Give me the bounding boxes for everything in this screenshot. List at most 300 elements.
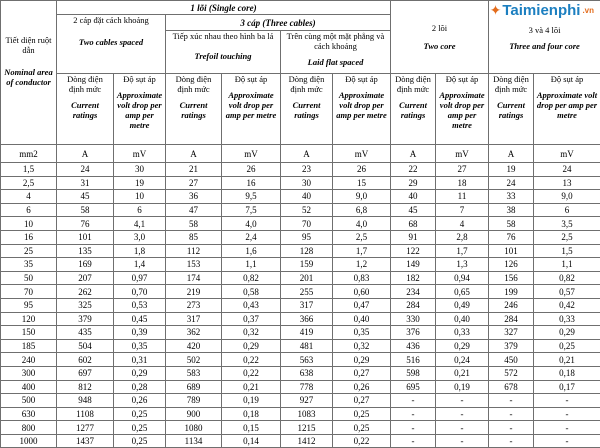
value-cell: 207 [57,271,114,285]
value-cell: 112 [166,244,222,258]
value-cell: 149 [391,258,436,272]
logo-text: Taimienphi [502,2,580,19]
value-cell: 376 [391,326,436,340]
value-cell: 0,18 [534,366,600,380]
subheader-en: Current ratings [393,100,433,120]
value-cell: 0,25 [114,421,166,435]
two-core-header-vi: 2 lõi [393,23,486,33]
value-cell: 0,40 [436,312,489,326]
value-cell: 327 [489,326,534,340]
value-cell: 1,8 [114,244,166,258]
conductor-area-cell: 95 [1,298,57,312]
unit-cell: A [57,145,114,163]
value-cell: 638 [281,366,333,380]
value-cell: 0,18 [222,407,281,421]
value-cell: 0,25 [333,421,391,435]
value-cell: 16 [222,176,281,190]
site-logo [490,2,594,19]
value-cell: 504 [57,339,114,353]
value-cell: 0,49 [436,298,489,312]
value-cell: 0,35 [333,326,391,340]
value-cell: 0,70 [114,285,166,299]
conductor-area-cell: 70 [1,285,57,299]
laid-flat-volt-drop-header [333,74,391,145]
value-cell: 419 [281,326,333,340]
conductor-area-header-en: Nominal area of conductor [3,67,54,87]
value-cell: 24 [534,163,600,177]
value-cell: 1,6 [222,244,281,258]
value-cell: 1,1 [534,258,600,272]
value-cell: - [489,434,534,448]
two-core-volt-drop-header [436,74,489,145]
value-cell: 2,4 [222,230,281,244]
value-cell: 0,32 [222,326,281,340]
value-cell: 58 [489,217,534,231]
table-row [1,353,600,367]
value-cell: 85 [166,230,222,244]
conductor-area-cell: 500 [1,394,57,408]
value-cell: 0,29 [222,339,281,353]
value-cell: 325 [57,298,114,312]
laid-flat-header [281,31,391,74]
value-cell: 1437 [57,434,114,448]
value-cell: 153 [166,258,222,272]
value-cell: 169 [57,258,114,272]
value-cell: 379 [489,339,534,353]
value-cell: 0,19 [436,380,489,394]
value-cell: 0,21 [436,366,489,380]
value-cell: 26 [222,163,281,177]
value-cell: 563 [281,353,333,367]
laid-flat-header-en: Laid flat spaced [283,57,388,67]
value-cell: 0,25 [333,407,391,421]
value-cell: 0,29 [534,326,600,340]
value-cell: 27 [166,176,222,190]
value-cell: - [436,434,489,448]
value-cell: 362 [166,326,222,340]
t-logo-icon: ✦ [490,2,502,19]
trefoil-volt-drop-header [222,74,281,145]
value-cell: 0,47 [333,298,391,312]
value-cell: 101 [489,244,534,258]
value-cell: 27 [436,163,489,177]
value-cell: 1,2 [333,258,391,272]
unit-cell: A [166,145,222,163]
value-cell: 273 [166,298,222,312]
value-cell: 948 [57,394,114,408]
value-cell: 778 [281,380,333,394]
subheader-en: Current ratings [283,100,330,120]
value-cell: 6 [114,203,166,217]
value-cell: 0,31 [114,353,166,367]
value-cell: 47 [166,203,222,217]
value-cell: 0,25 [114,407,166,421]
value-cell: 23 [281,163,333,177]
value-cell: 11 [436,190,489,204]
value-cell: 0,94 [436,271,489,285]
value-cell: 0,25 [114,434,166,448]
table-row [1,394,600,408]
value-cell: 0,22 [222,353,281,367]
three-cables-header-label: 3 cáp (Three cables) [240,18,315,28]
subheader-vi: Dòng điện định mức [168,74,219,94]
value-cell: 29 [391,176,436,190]
value-cell: 13 [534,176,600,190]
conductor-area-cell: 150 [1,326,57,340]
value-cell: 0,37 [222,312,281,326]
value-cell: - [534,394,600,408]
value-cell: 4,0 [222,217,281,231]
value-cell: 0,40 [333,312,391,326]
table-row [1,230,600,244]
table-row [1,380,600,394]
unit-cell: mV [333,145,391,163]
unit-cell: mm2 [1,145,57,163]
value-cell: 0,22 [333,434,391,448]
value-cell: 3,5 [534,217,600,231]
value-cell: 1,4 [114,258,166,272]
conductor-area-cell: 10 [1,217,57,231]
table-row [1,285,600,299]
value-cell: 1080 [166,421,222,435]
value-cell: 0,26 [333,380,391,394]
value-cell: 2,8 [436,230,489,244]
subheader-vi: Độ sụt áp [438,74,486,84]
value-cell: 598 [391,366,436,380]
trefoil-header [166,31,281,74]
value-cell: 516 [391,353,436,367]
value-cell: 0,21 [222,380,281,394]
unit-cell: mV [534,145,600,163]
value-cell: 0,22 [222,366,281,380]
conductor-area-cell: 50 [1,271,57,285]
value-cell: 812 [57,380,114,394]
table-row [1,434,600,448]
conductor-area-cell: 1000 [1,434,57,448]
value-cell: 317 [166,312,222,326]
value-cell: - [489,421,534,435]
value-cell: - [534,421,600,435]
table-row [1,190,600,204]
conductor-area-cell: 6 [1,203,57,217]
value-cell: - [391,394,436,408]
unit-cell: A [489,145,534,163]
table-row [1,217,600,231]
two-cables-spaced-en: Two cables spaced [59,37,163,47]
three-four-core-header-en: Three and four core [491,41,598,51]
value-cell: 9,0 [534,190,600,204]
subheader-vi: Độ sụt áp [536,74,598,84]
value-cell: 1277 [57,421,114,435]
value-cell: 33 [489,190,534,204]
conductor-area-cell: 35 [1,258,57,272]
table-row [1,366,600,380]
value-cell: 95 [281,230,333,244]
value-cell: 76 [489,230,534,244]
value-cell: 2,5 [534,230,600,244]
value-cell: 284 [489,312,534,326]
two-core-header [391,1,489,74]
unit-cell: mV [114,145,166,163]
two-cables-spaced-header [57,15,166,74]
value-cell: 30 [281,176,333,190]
value-cell: 420 [166,339,222,353]
two-cables-spaced-vi: 2 cáp đặt cách khoảng [59,15,163,25]
value-cell: 0,82 [534,271,600,285]
value-cell: 26 [333,163,391,177]
value-cell: 2,5 [333,230,391,244]
value-cell: 678 [489,380,534,394]
unit-cell: A [281,145,333,163]
conductor-area-cell: 2,5 [1,176,57,190]
value-cell: 182 [391,271,436,285]
value-cell: 0,29 [114,366,166,380]
table-row [1,339,600,353]
value-cell: 0,28 [114,380,166,394]
value-cell: 24 [489,176,534,190]
unit-cell: mV [222,145,281,163]
laid-flat-current-rating-header [281,74,333,145]
table-row [1,407,600,421]
value-cell: 58 [57,203,114,217]
conductor-area-cell: 400 [1,380,57,394]
value-cell: 128 [281,244,333,258]
conductor-area-cell: 16 [1,230,57,244]
two-cables-volt-drop-header [114,74,166,145]
table-row [1,244,600,258]
value-cell: - [489,407,534,421]
value-cell: 24 [57,163,114,177]
subheader-en: Approximate volt drop per amp per metre [438,90,486,130]
value-cell: 1108 [57,407,114,421]
value-cell: 0,14 [222,434,281,448]
two-cables-current-rating-header [57,74,114,145]
table-row [1,176,600,190]
value-cell: 6 [534,203,600,217]
value-cell: 0,58 [222,285,281,299]
trefoil-header-vi: Tiếp xúc nhau theo hình ba lá [168,31,278,41]
value-cell: 0,27 [333,394,391,408]
table-row [1,298,600,312]
value-cell: 481 [281,339,333,353]
value-cell: 572 [489,366,534,380]
value-cell: 583 [166,366,222,380]
value-cell: 159 [281,258,333,272]
table-row [1,326,600,340]
value-cell: 45 [57,190,114,204]
value-cell: 379 [57,312,114,326]
value-cell: 435 [57,326,114,340]
single-core-header [57,1,391,15]
value-cell: 1,7 [436,244,489,258]
value-cell: 927 [281,394,333,408]
conductor-area-cell: 800 [1,421,57,435]
value-cell: - [534,434,600,448]
value-cell: 0,65 [436,285,489,299]
value-cell: 70 [281,217,333,231]
value-cell: 436 [391,339,436,353]
table-row [1,271,600,285]
value-cell: 126 [489,258,534,272]
conductor-area-cell: 25 [1,244,57,258]
trefoil-header-en: Trefoil touching [168,51,278,61]
value-cell: 22 [391,163,436,177]
value-cell: - [436,407,489,421]
single-core-header-label: 1 lõi (Single core) [190,3,256,13]
subheader-vi: Độ sụt áp [116,74,163,84]
value-cell: 0,26 [114,394,166,408]
value-cell: 15 [333,176,391,190]
value-cell: 1134 [166,434,222,448]
value-cell: 9,5 [222,190,281,204]
value-cell: 7,5 [222,203,281,217]
value-cell: 695 [391,380,436,394]
conductor-area-cell: 185 [1,339,57,353]
value-cell: 4,0 [333,217,391,231]
value-cell: 156 [489,271,534,285]
value-cell: 0,35 [114,339,166,353]
value-cell: 68 [391,217,436,231]
value-cell: 31 [57,176,114,190]
value-cell: 1,7 [333,244,391,258]
value-cell: 330 [391,312,436,326]
value-cell: - [534,407,600,421]
value-cell: 19 [489,163,534,177]
subheader-en: Approximate volt drop per amp per metre [116,90,163,130]
conductor-area-cell: 300 [1,366,57,380]
three-four-core-volt-drop-header [534,74,600,145]
subheader-vi: Dòng điện định mức [491,74,531,94]
value-cell: 0,24 [436,353,489,367]
value-cell: 201 [281,271,333,285]
value-cell: 18 [436,176,489,190]
conductor-area-cell: 240 [1,353,57,367]
value-cell: 0,25 [534,339,600,353]
value-cell: 122 [391,244,436,258]
value-cell: 689 [166,380,222,394]
value-cell: 101 [57,230,114,244]
value-cell: 284 [391,298,436,312]
value-cell: 900 [166,407,222,421]
value-cell: 4,1 [114,217,166,231]
value-cell: 0,29 [333,353,391,367]
value-cell: 76 [57,217,114,231]
value-cell: 0,57 [534,285,600,299]
two-core-header-en: Two core [393,41,486,51]
value-cell: 4 [436,217,489,231]
value-cell: 19 [114,176,166,190]
value-cell: 0,17 [534,380,600,394]
subheader-vi: Dòng điện định mức [393,74,433,94]
value-cell: - [489,394,534,408]
value-cell: 45 [391,203,436,217]
logo-suffix: .vn [582,6,594,15]
value-cell: 1,1 [222,258,281,272]
value-cell: 9,0 [333,190,391,204]
value-cell: 234 [391,285,436,299]
value-cell: 0,21 [534,353,600,367]
value-cell: 0,53 [114,298,166,312]
subheader-en: Approximate volt drop per amp per metre [335,90,388,120]
value-cell: 3,0 [114,230,166,244]
trefoil-current-rating-header [166,74,222,145]
value-cell: 450 [489,353,534,367]
subheader-en: Current ratings [59,100,111,120]
conductor-area-cell: 4 [1,190,57,204]
value-cell: 10 [114,190,166,204]
value-cell: - [436,421,489,435]
subheader-en: Approximate volt drop per amp per metre [536,90,598,120]
table-row [1,312,600,326]
value-cell: 0,39 [114,326,166,340]
value-cell: 0,45 [114,312,166,326]
value-cell: 0,83 [333,271,391,285]
three-four-core-header-vi: 3 và 4 lõi [491,25,598,35]
conductor-area-cell: 1,5 [1,163,57,177]
value-cell: 174 [166,271,222,285]
table-row [1,163,600,177]
value-cell: 1412 [281,434,333,448]
value-cell: 602 [57,353,114,367]
value-cell: 0,32 [333,339,391,353]
two-core-current-rating-header [391,74,436,145]
value-cell: 0,33 [436,326,489,340]
value-cell: 135 [57,244,114,258]
subheader-vi: Độ sụt áp [224,74,278,84]
value-cell: 0,33 [534,312,600,326]
value-cell: 317 [281,298,333,312]
value-cell: 0,42 [534,298,600,312]
subheader-en: Current ratings [491,100,531,120]
value-cell: 366 [281,312,333,326]
conductor-area-cell: 120 [1,312,57,326]
value-cell: 1215 [281,421,333,435]
value-cell: 1,3 [436,258,489,272]
value-cell: - [391,421,436,435]
value-cell: 789 [166,394,222,408]
value-cell: 262 [57,285,114,299]
table-row [1,203,600,217]
three-cables-header [166,15,391,31]
value-cell: 0,19 [222,394,281,408]
subheader-vi: Độ sụt áp [335,74,388,84]
subheader-en: Current ratings [168,100,219,120]
subheader-vi: Dòng điện định mức [59,74,111,94]
value-cell: 40 [281,190,333,204]
value-cell: 0,27 [333,366,391,380]
subheader-en: Approximate volt drop per amp per metre [224,90,278,120]
unit-cell: A [391,145,436,163]
subheader-vi: Dòng điện định mức [283,74,330,94]
value-cell: 0,97 [114,271,166,285]
value-cell: 697 [57,366,114,380]
value-cell: 30 [114,163,166,177]
value-cell: 502 [166,353,222,367]
value-cell: 91 [391,230,436,244]
value-cell: - [391,407,436,421]
value-cell: 21 [166,163,222,177]
value-cell: 58 [166,217,222,231]
value-cell: 0,43 [222,298,281,312]
value-cell: - [436,394,489,408]
conductor-area-cell: 630 [1,407,57,421]
value-cell: 1,5 [534,244,600,258]
value-cell: 36 [166,190,222,204]
value-cell: 6,8 [333,203,391,217]
conductor-area-header [1,1,57,145]
value-cell: 40 [391,190,436,204]
laid-flat-header-vi: Trên cùng một mặt phẳng và cách khoảng [283,31,388,51]
